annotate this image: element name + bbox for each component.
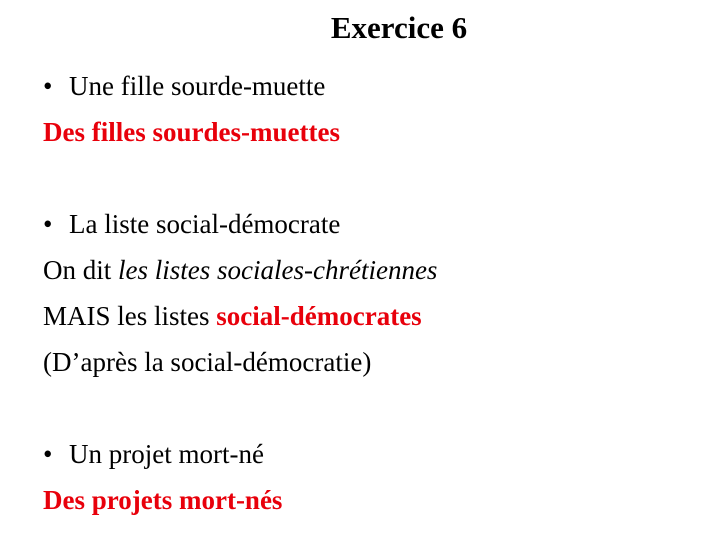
bullet-symbol: •	[43, 209, 53, 239]
bullet-symbol: •	[43, 439, 53, 469]
slide-title: Exercice 6	[330, 10, 468, 45]
line-note: (D’après la social-démocratie)	[43, 347, 372, 377]
answer-social-democrates: social-démocrates	[216, 301, 422, 331]
text-projet-singular: Un projet mort-né	[69, 439, 264, 469]
bullet-line-projet	[43, 438, 264, 470]
text-mais-prefix: MAIS les listes	[43, 301, 217, 331]
bullet-line-liste	[43, 208, 340, 240]
bullet-line-fille	[43, 70, 325, 102]
bullet-symbol: •	[43, 71, 53, 101]
text-liste-singular: La liste social-démocrate	[69, 209, 341, 239]
text-on-dit-prefix: On dit	[43, 255, 119, 285]
text-fille-singular: Une fille sourde-muette	[69, 71, 326, 101]
line-on-dit	[43, 254, 437, 286]
answer-fille-plural: Des filles sourdes-muettes	[43, 117, 340, 147]
answer-projet-plural: Des projets mort-nés	[43, 485, 283, 515]
text-on-dit-italic: les listes sociales-chrétiennes	[118, 255, 438, 285]
line-mais	[43, 300, 422, 332]
